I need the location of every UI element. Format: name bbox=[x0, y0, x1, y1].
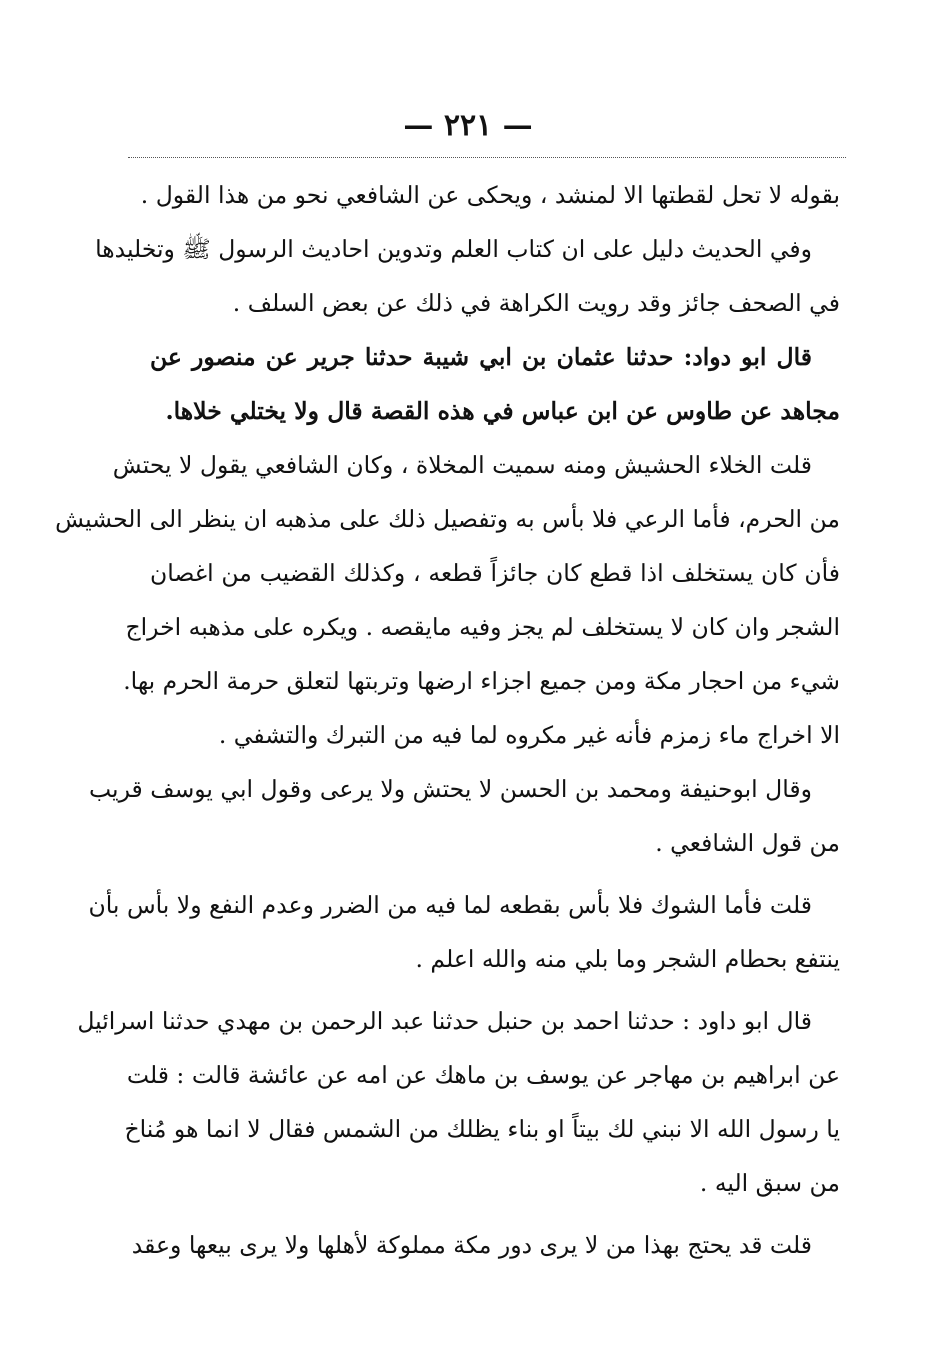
hadith-line: قال ابو دواد: حدثنا عثمان بن ابي شيبة حدثنا جرير عن منصور عن bbox=[150, 343, 812, 371]
text-line: في الصحف جائز وقد رويت الكراهة في ذلك عن بعض السلف . bbox=[232, 289, 840, 317]
header-rule bbox=[128, 157, 846, 158]
document-body bbox=[55, 168, 840, 1272]
hadith-line: مجاهد عن طاوس عن ابن عباس في هذه القصة قال ولا يختلي خلاها. bbox=[165, 397, 840, 425]
text-line: فأن كان يستخلف اذا قطع كان جائزاً قطعه ، وكذلك القضيب من اغصان bbox=[150, 559, 840, 587]
text-line: قلت فأما الشوك فلا بأس بقطعه لما فيه من الضرر وعدم النفع ولا بأس بأن bbox=[88, 891, 812, 919]
text-line: من الحرم، فأما الرعي فلا بأس به وتفصيل ذلك على مذهبه ان ينظر الى الحشيش bbox=[55, 505, 840, 533]
page-number: — ٢٢١ — bbox=[403, 108, 533, 143]
text-line: الا اخراج ماء زمزم فأنه غير مكروه لما فيه من التبرك والتشفي . bbox=[218, 721, 840, 749]
text-line: يا رسول الله الا نبني لك بيتاً او بناء يظلك من الشمس فقال لا انما هو مُناخ bbox=[124, 1115, 840, 1143]
text-line: بقوله لا تحل لقطتها الا لمنشد ، ويحكى عن الشافعي نحو من هذا القول . bbox=[140, 181, 840, 209]
text-line: قلت قد يحتج بهذا من لا يرى دور مكة مملوكة لأهلها ولا يرى بيعها وعقد bbox=[131, 1231, 812, 1259]
text-line: عن ابراهيم بن مهاجر عن يوسف بن ماهك عن امه عن عائشة قالت : قلت bbox=[126, 1061, 840, 1089]
text-line: شيء من احجار مكة ومن جميع اجزاء ارضها وتربتها لتعلق حرمة الحرم بها. bbox=[123, 667, 840, 695]
text-line: الشجر وان كان لا يستخلف لم يجز وفيه مايقصه . ويكره على مذهبه اخراج bbox=[125, 613, 840, 641]
text-line: من سبق اليه . bbox=[699, 1169, 840, 1197]
text-line: من قول الشافعي . bbox=[655, 829, 840, 857]
text-line: ينتفع بحطام الشجر وما بلي منه والله اعلم . bbox=[415, 945, 840, 973]
text-line: قلت الخلاء الحشيش ومنه سميت المخلاة ، وكان الشافعي يقول لا يحتش bbox=[112, 451, 812, 479]
text-line: وقال ابوحنيفة ومحمد بن الحسن لا يحتش ولا يرعى وقول ابي يوسف قريب bbox=[88, 775, 812, 803]
text-line: وفي الحديث دليل على ان كتاب العلم وتدوين احاديث الرسول ﷺ وتخليدها bbox=[95, 235, 812, 263]
text-line: قال ابو داود : حدثنا احمد بن حنبل حدثنا عبد الرحمن بن مهدي حدثنا اسرائيل bbox=[77, 1007, 812, 1035]
